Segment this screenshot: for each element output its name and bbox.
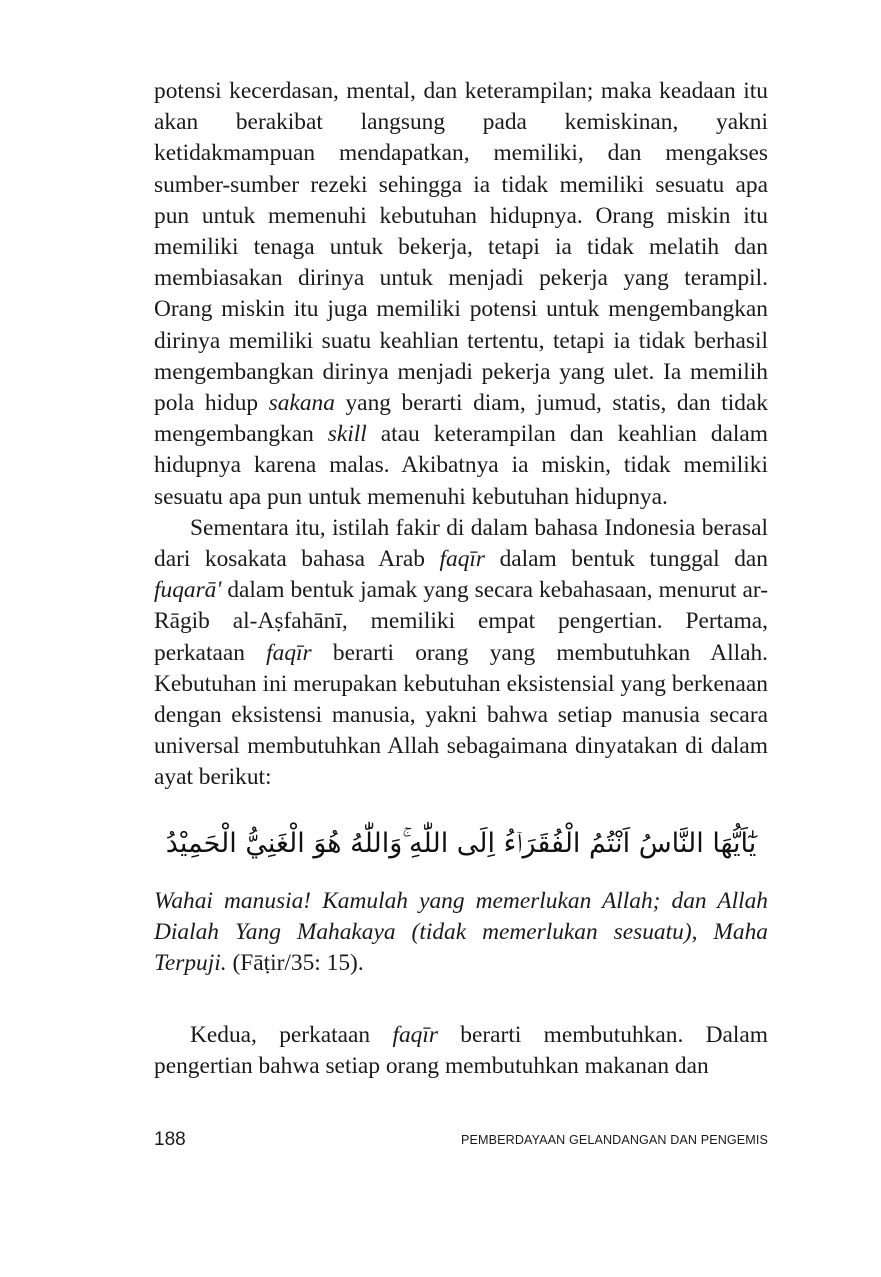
quran-verse-arabic: يٰٓاَيُّهَا النَّاسُ اَنْتُمُ الْفُقَرَاۤءُ اِلَى اللّٰهِ ۚوَاللّٰهُ هُوَ الْغَنِيُّ الْحَمِيْدُ: [165, 827, 757, 859]
italic-term: sakana: [268, 390, 335, 417]
paragraph-1: potensi kecerdasan, mental, dan keterampilan; maka keadaan itu akan berakibat langsung pada kemiskinan, yakni ketidakmampuan mendapatkan, memiliki, dan mengakses sumber-sumber rezeki sehingga ia tidak memiliki sesuatu apa pun untuk memenuhi kebutuhan hidupnya. Orang miskin itu memiliki tenaga untuk bekerja, tetapi ia tidak melatih dan membiasakan dirinya untuk menjadi pekerja yang terampil. Orang miskin itu juga memiliki potensi untuk mengembangkan dirinya memiliki suatu keahlian tertentu, tetapi ia tidak berhasil mengembangkan dirinya menjadi pekerja yang ulet. Ia memilih pola hidup sakana yang berarti diam, jumud, statis, dan tidak mengembangkan skill atau keterampilan dan keahlian dalam hidupnya karena malas. Akibatnya ia miskin, tidak memiliki sesuatu apa pun untuk memenuhi kebutuhan hidupnya.: [154, 78, 769, 510]
italic-term: faqīr: [439, 546, 486, 573]
italic-term: faqīr: [392, 1022, 438, 1049]
italic-term: fuqarā': [154, 577, 222, 604]
page-body: [154, 76, 768, 1083]
verse-translation-text: Wahai manusia! Kamulah yang memerlukan Allah; dan Allah Dialah Yang Mahakaya (tidak memerlukan sesuatu), Maha Terpuji.: [154, 887, 768, 977]
verse-translation: [154, 886, 768, 980]
verse-reference: (Fāṭir/35: 15).: [232, 950, 364, 977]
paragraph-2: Sementara itu, istilah fakir di dalam bahasa Indonesia berasal dari kosakata bahasa Arab faqīr dalam bentuk tunggal dan fuqarā' dalam bentuk jamak yang secara kebahasaan, menurut ar-Rāgib al-Aṣfahānī, memiliki empat pengertian. Pertama, perkataan faqīr berarti orang yang membutuhkan Allah. Kebutuhan ini merupakan kebutuhan eksistensial yang berkenaan dengan eksistensi manusia, yakni bahwa setiap manusia secara universal membutuhkan Allah sebagaimana dinyatakan di dalam ayat berikut:: [154, 514, 769, 791]
italic-term: skill: [327, 421, 367, 448]
paragraph-3: Kedua, perkataan faqīr berarti membutuhkan. Dalam pengertian bahwa setiap orang membutuhkan makanan dan: [154, 1022, 768, 1080]
running-title: PEMBERDAYAAN GELANDANGAN DAN PENGEMIS: [461, 1133, 768, 1147]
page-number: 188: [154, 1129, 186, 1150]
italic-term: faqīr: [266, 639, 312, 666]
